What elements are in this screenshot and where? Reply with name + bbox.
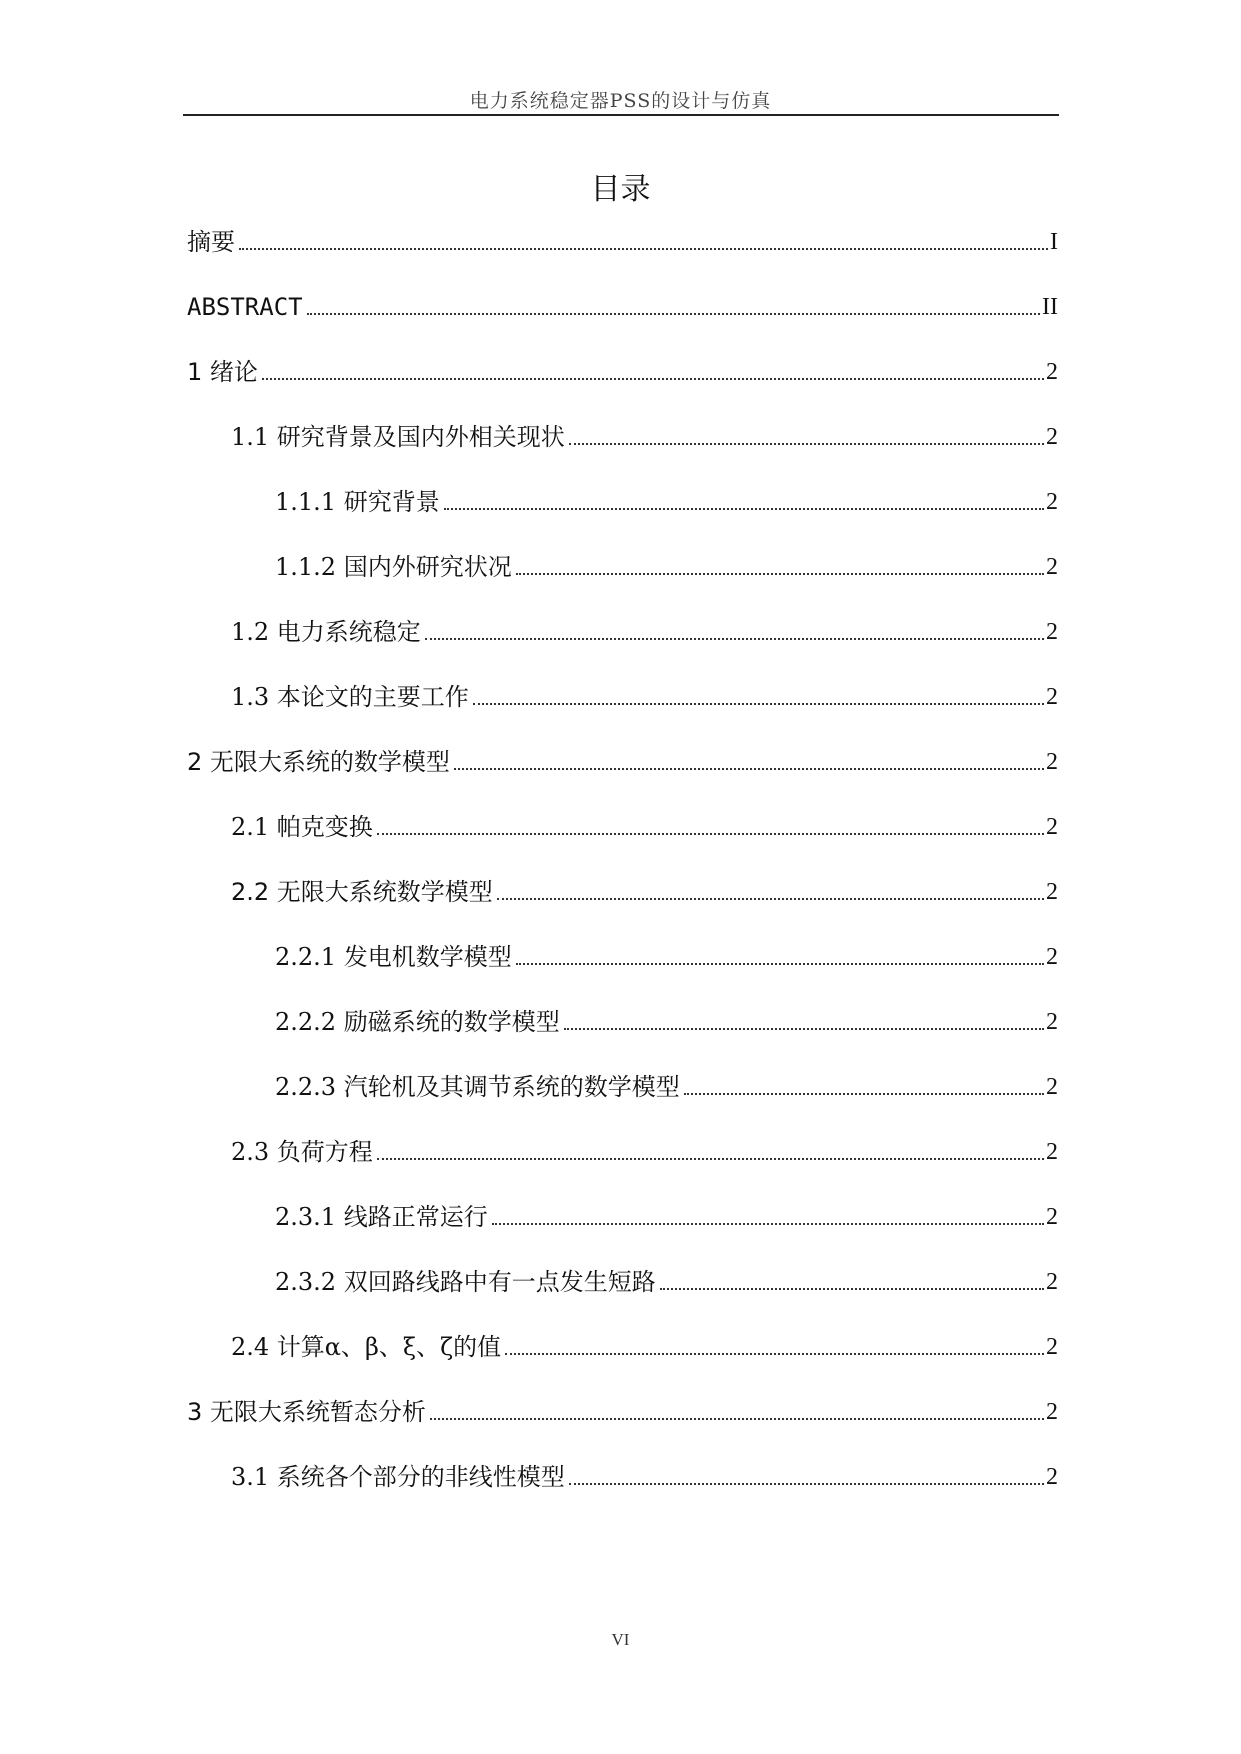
page-number: VI <box>611 1630 630 1649</box>
toc-leader <box>473 703 1044 705</box>
toc-leader <box>516 573 1044 575</box>
toc-entry-1-3[interactable] <box>231 673 1058 713</box>
toc-entry-chapter-1[interactable] <box>187 348 1058 388</box>
toc-entry-page: II <box>1042 294 1058 320</box>
toc-entry-2-2-2[interactable] <box>275 998 1058 1038</box>
toc-entry-label: 1.1 研究背景及国内外相关现状 <box>231 423 565 451</box>
toc-entry-page: 2 <box>1046 944 1058 970</box>
toc-entry-chapter-3[interactable] <box>187 1388 1058 1428</box>
toc-entry-page: 2 <box>1046 1139 1058 1165</box>
toc-entry-2-2-3[interactable] <box>275 1063 1058 1103</box>
toc-entry-label: 摘要 <box>187 228 235 256</box>
toc-entry-2-1[interactable] <box>231 803 1058 843</box>
toc-title: 目录 <box>590 172 651 207</box>
toc-leader <box>444 508 1044 510</box>
toc-entry-label: 2.4 计算α、β、ξ、ζ的值 <box>231 1333 502 1361</box>
toc-entry-label: 2 无限大系统的数学模型 <box>187 748 450 776</box>
toc-entry-page: 2 <box>1046 1399 1058 1425</box>
toc-entry-label: 3 无限大系统暂态分析 <box>187 1398 426 1426</box>
toc-leader <box>492 1223 1044 1225</box>
toc-entry-page: 2 <box>1046 1074 1058 1100</box>
toc-entry-label: 2.3 负荷方程 <box>231 1138 373 1166</box>
toc-entry-label: 1.3 本论文的主要工作 <box>231 683 469 711</box>
toc-leader <box>454 768 1044 770</box>
toc-entry-page: 2 <box>1046 619 1058 645</box>
toc-entry-abstract-en[interactable] <box>187 283 1058 323</box>
toc-leader <box>684 1093 1044 1095</box>
toc-leader <box>516 963 1044 965</box>
toc-entry-2-4[interactable] <box>231 1323 1058 1363</box>
toc-entry-2-3-2[interactable] <box>275 1258 1058 1298</box>
toc-entry-2-2[interactable] <box>231 868 1058 908</box>
toc-leader <box>660 1288 1044 1290</box>
toc-leader <box>505 1353 1044 1355</box>
toc-leader <box>569 1483 1044 1485</box>
toc-entry-label: 1.2 电力系统稳定 <box>231 618 421 646</box>
toc-entry-label: 2.1 帕克变换 <box>231 813 373 841</box>
running-header: 电力系统稳定器PSS的设计与仿真 <box>469 90 772 112</box>
toc-entry-label: 2.2.1 发电机数学模型 <box>275 943 512 971</box>
toc-leader <box>307 313 1040 315</box>
toc-entry-label: 1 绪论 <box>187 358 258 386</box>
toc-leader <box>497 898 1044 900</box>
toc-leader <box>262 378 1044 380</box>
toc-entry-label: ABSTRACT <box>187 293 303 321</box>
toc-entry-2-2-1[interactable] <box>275 933 1058 973</box>
toc-entry-page: 2 <box>1046 1204 1058 1230</box>
toc-entry-page: 2 <box>1046 489 1058 515</box>
toc-entry-label: 2.2.2 励磁系统的数学模型 <box>275 1008 560 1036</box>
toc-entry-label: 2.2.3 汽轮机及其调节系统的数学模型 <box>275 1073 680 1101</box>
toc-entry-label: 3.1 系统各个部分的非线性模型 <box>231 1463 565 1491</box>
toc-entry-page: 2 <box>1046 554 1058 580</box>
toc-entry-page: 2 <box>1046 359 1058 385</box>
toc-entry-label: 1.1.1 研究背景 <box>275 488 440 516</box>
toc-entry-1-1-1[interactable] <box>275 478 1058 518</box>
toc-entry-page: 2 <box>1046 1464 1058 1490</box>
toc-entry-page: 2 <box>1046 424 1058 450</box>
toc-entry-3-1[interactable] <box>231 1453 1058 1493</box>
toc-entry-chapter-2[interactable] <box>187 738 1058 778</box>
toc-entry-2-3[interactable] <box>231 1128 1058 1168</box>
toc-leader <box>425 638 1044 640</box>
toc-leader <box>377 1158 1044 1160</box>
toc-entry-page: 2 <box>1046 1009 1058 1035</box>
toc-entry-1-1-2[interactable] <box>275 543 1058 583</box>
toc-entry-page: 2 <box>1046 749 1058 775</box>
toc-leader <box>239 248 1048 250</box>
toc-entry-page: 2 <box>1046 814 1058 840</box>
toc-leader <box>569 443 1044 445</box>
toc-entry-label: 2.3.1 线路正常运行 <box>275 1203 488 1231</box>
toc-entry-page: 2 <box>1046 1334 1058 1360</box>
toc-entry-page: 2 <box>1046 1269 1058 1295</box>
toc-leader <box>430 1418 1044 1420</box>
toc-entry-2-3-1[interactable] <box>275 1193 1058 1233</box>
toc-leader <box>564 1028 1044 1030</box>
toc-entry-page: I <box>1050 229 1058 255</box>
toc-entry-label: 1.1.2 国内外研究状况 <box>275 553 512 581</box>
toc-entry-page: 2 <box>1046 684 1058 710</box>
toc-leader <box>377 833 1044 835</box>
toc-entry-1-2[interactable] <box>231 608 1058 648</box>
toc-entry-label: 2.3.2 双回路线路中有一点发生短路 <box>275 1268 656 1296</box>
toc-entry-1-1[interactable] <box>231 413 1058 453</box>
toc-entry-label: 2.2 无限大系统数学模型 <box>231 878 493 906</box>
toc-entry-abstract-cn[interactable] <box>187 218 1058 258</box>
toc-entry-page: 2 <box>1046 879 1058 905</box>
